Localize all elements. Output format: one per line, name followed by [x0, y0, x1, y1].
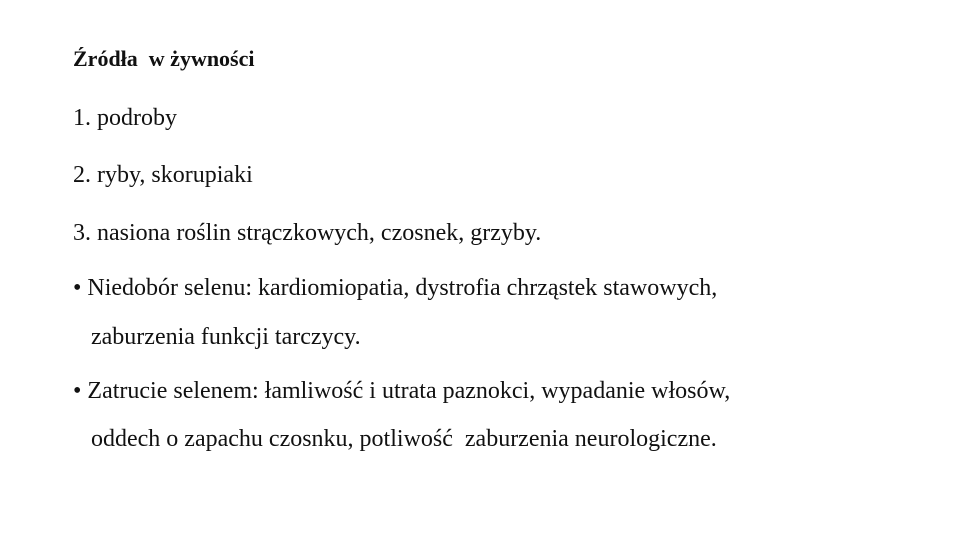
bullet-deficiency-line2: zaburzenia funkcji tarczycy.: [91, 324, 361, 350]
bullet-toxicity-line2: oddech o zapachu czosnku, potliwość zaburzenia neurologiczne.: [91, 426, 717, 452]
bullet-deficiency-line1: • Niedobór selenu: kardiomiopatia, dystrofia chrząstek stawowych,: [73, 275, 718, 301]
bullet-toxicity-line1: • Zatrucie selenem: łamliwość i utrata paznokci, wypadanie włosów,: [73, 378, 731, 404]
list-item-nasiona: 3. nasiona roślin strączkowych, czosnek, grzyby.: [73, 220, 542, 246]
list-item-podroby: 1. podroby: [73, 105, 177, 131]
slide-title: Źródła w żywności: [73, 46, 255, 71]
list-item-ryby: 2. ryby, skorupiaki: [73, 162, 253, 188]
